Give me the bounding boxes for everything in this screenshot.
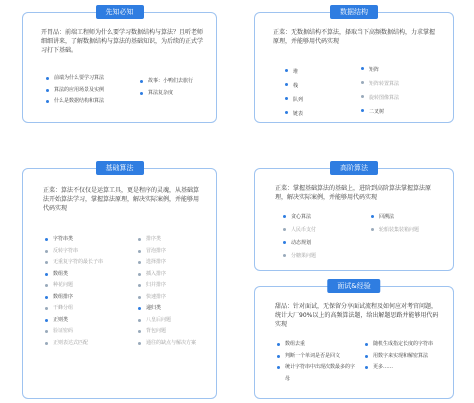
list-item: 动态规划	[283, 237, 316, 250]
card-data-structure	[254, 8, 454, 123]
card-interview-title: 面试&经验	[327, 279, 380, 293]
list-item: 排序类	[138, 234, 196, 246]
card-basic-algorithm	[22, 164, 217, 399]
list-item: 统计字符串中出现次数最多的字母	[277, 362, 359, 385]
card-interview	[254, 282, 454, 399]
card-ds-list-right	[361, 63, 399, 119]
list-item: 数组去重	[277, 339, 359, 351]
list-item: 分糖果问题	[283, 250, 316, 263]
list-item: 八皇后问题	[138, 315, 196, 327]
card-advanced-desc: 正菜：掌握基础算法的基础上，进阶到高阶算法掌握算法原理，解决实际案例，并能够用代码实现	[275, 185, 432, 201]
list-item: 矩阵转置算法	[361, 77, 399, 91]
list-item: 算法复杂度	[140, 88, 193, 100]
list-item: 无重复字符的最长子串	[45, 257, 103, 269]
card-advanced-list-right	[371, 211, 419, 237]
list-item: 算法的应用场景及实例	[46, 85, 104, 97]
card-intro	[22, 8, 217, 123]
card-intro-desc: 开胃品：前端工程师为什么要学习数据结构与算法？且听老师细细讲来，了解数据结构与算法的基础知识，为后续的正式学习打下基础。	[41, 29, 204, 54]
list-item: 冒泡排序	[138, 246, 196, 258]
list-item: 干蜂分组	[45, 303, 103, 315]
list-item: 验证密码	[45, 326, 103, 338]
list-item: 轮船装集装箱问题	[371, 224, 419, 237]
list-item: 正则表达式匹配	[45, 338, 103, 350]
list-item: 栈	[285, 79, 303, 93]
card-advanced-algorithm	[254, 164, 454, 271]
card-advanced-title: 高阶算法	[330, 161, 378, 175]
card-interview-list-left	[277, 339, 359, 385]
card-advanced-list-left	[283, 211, 316, 263]
list-item: 正则类	[45, 315, 103, 327]
list-item: 插入排序	[138, 269, 196, 281]
card-interview-list-right	[365, 339, 443, 374]
list-item: 故事：小鸭们去旅行	[140, 76, 193, 88]
list-item: 背包问题	[138, 326, 196, 338]
list-item: 贪心算法	[283, 211, 316, 224]
list-item: 选择排序	[138, 257, 196, 269]
card-ds-title: 数据结构	[330, 5, 378, 19]
card-intro-list-right	[140, 76, 193, 99]
list-item: 快速排序	[138, 292, 196, 304]
card-intro-list-left	[46, 73, 104, 108]
list-item: 随机生成指定长度的字符串	[365, 339, 443, 351]
card-interview-desc: 甜品：针对面试，无保留分享面试流程及如何应对考官问题，统计大厂90%以上的高频算法题，给出解题思路并能够用代码实现	[275, 303, 439, 328]
card-basic-desc: 正菜：算法不仅仅是运算工具，更是程序的灵魂，从基础算法开始算法学习，掌握算法原理，解决实际案例，并能够用代码实现	[43, 187, 200, 212]
list-item: 判断一个单词是否是回文	[277, 351, 359, 363]
card-ds-list-left	[285, 65, 303, 121]
list-item: 通往的缺点与解决方案	[138, 338, 196, 350]
list-item: 矩阵	[361, 63, 399, 77]
list-item: 人民币支付	[283, 224, 316, 237]
list-item: 数组类	[45, 269, 103, 281]
list-item: 数组排序	[45, 292, 103, 304]
list-item: 队列	[285, 93, 303, 107]
list-item: 字符串类	[45, 234, 103, 246]
list-item: 回溯法	[371, 211, 419, 224]
card-basic-title: 基础算法	[96, 161, 144, 175]
card-ds-desc: 正菜：无数据结构不算法，择取当下高频数据结构，力求掌握原理，并能够用代码实现	[273, 29, 436, 45]
list-item: 种花问题	[45, 280, 103, 292]
list-item: 归并排序	[138, 280, 196, 292]
list-item: 反转字符串	[45, 246, 103, 258]
list-item: 二叉树	[361, 105, 399, 119]
list-item: 链表	[285, 107, 303, 121]
list-item: 前端为什么要学习算法	[46, 73, 104, 85]
list-item: 用数字来实现和解密算法	[365, 351, 443, 363]
card-basic-list-left	[45, 234, 103, 349]
list-item: 递归类	[138, 303, 196, 315]
list-item: 更多……	[365, 362, 443, 374]
card-basic-list-right	[138, 234, 196, 349]
list-item: 什么是数据结构和算法	[46, 96, 104, 108]
card-intro-title: 先知必知	[96, 5, 144, 19]
list-item: 旋转图像算法	[361, 91, 399, 105]
list-item: 堆	[285, 65, 303, 79]
